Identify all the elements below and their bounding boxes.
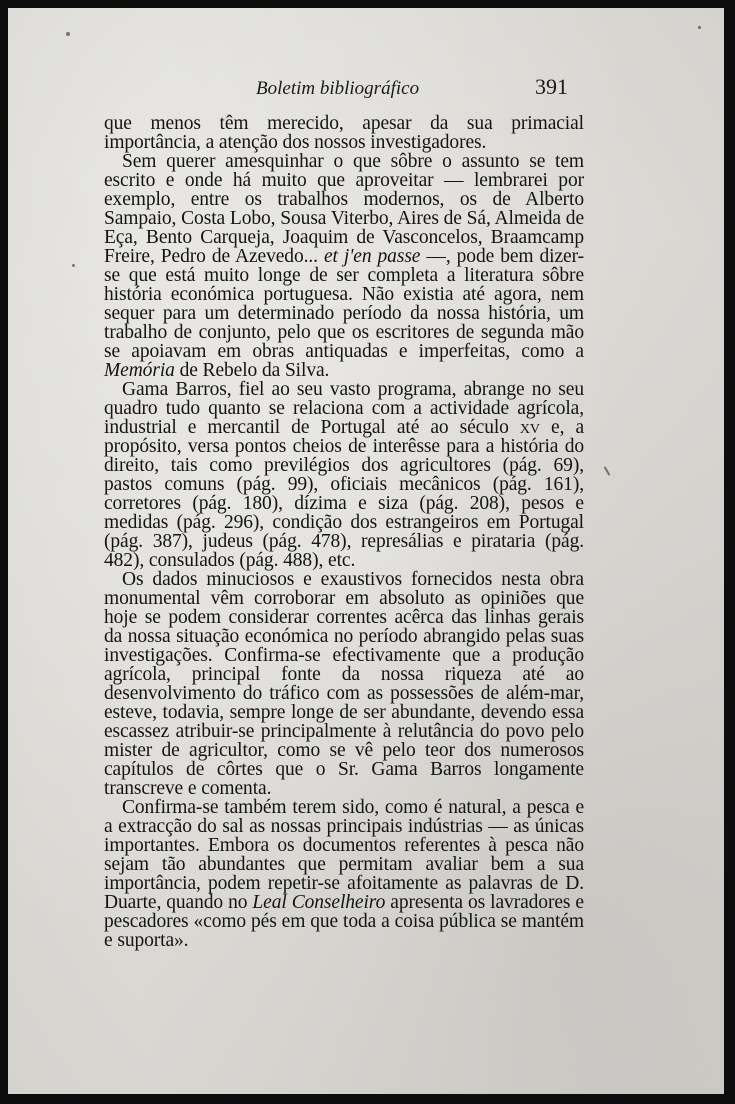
text-fragment: Os dados minuciosos e exaustivos fornecidos nesta obra monumental vêm corroborar em absoluto as opiniões que hoje se podem considerar correntes acêrca das linhas gerais da nossa situação económica no período abrangido pelas suas investigações. Confirma-se efectivamente que a produção agrícola, principal fonte da nossa riqueza até ao desenvolvimento do tráfico com as possessões de além-mar, esteve, todavia, sempre longe de ser abundante, devendo essa escassez atribuir-se principalmente à relutância do povo pelo mister de agricultor, como se vê pelo teor dos numerosos capítulos de côrtes que o Sr. Gama Barros longamente transcreve e comenta. [104,569,584,799]
page-header [8,70,724,110]
text-fragment: e, a propósito, versa pontos cheios de interêsse para a história do direito, tais como previlégios dos agricultores (pág. 69), pastos comuns (pág. 99), oficiais mecânicos (pág. 161), corretores (pág. 180), dízima e siza (pág. 208), pesos e medidas (pág. 296), condição dos estrangeiros em Portugal (pág. 387), judeus (pág. 478), represálias e pirataria (pág. 482), consulados (pág. 488), etc. [104,417,584,571]
text-fragment: xv [519,417,540,438]
text-fragment: Sem querer amesquinhar o que sôbre o assunto se tem escrito e onde há muito que aproveitar — lembrarei por exemplo, entre os trabalhos modernos, os de Alberto Sampaio, Costa Lobo, Sousa Viterbo, Aires de Sá, Almeida de Eça, Bento Carqueja, Joaquim de Vasconcelos, Braamcamp Freire, Pedro de Azevedo... [104,151,584,267]
scanned-page [8,8,724,1094]
running-title: Boletim bibliográfico [256,78,420,99]
paragraph-p5 [104,798,584,950]
text-fragment: que menos têm merecido, apesar da sua primacial importância, a atenção dos nossos investigadores. [104,113,584,153]
text-fragment: Leal Conselheiro [252,892,386,913]
scan-speck [698,26,701,29]
paragraph-p4 [104,570,584,798]
paragraph-p1 [104,114,584,152]
scan-speck [604,466,611,476]
scan-speck [72,264,75,267]
text-fragment: de Rebelo da Silva. [174,360,330,381]
text-fragment: —, pode bem dizer-se que está muito longe de ser completa a literatura sôbre história económica portuguesa. Não existia até agora, nem sequer para um determinado período da nossa história, um trabalho de conjunto, pelo que os escritores de segunda mão se apoiavam em obras antiquadas e imperfeitas, como a [104,246,584,362]
text-fragment: Confirma-se também terem sido, como é natural, a pesca e a extracção do sal as nossas principais indústrias — as únicas importantes. Embora os documentos referentes à pesca não sejam tão abundantes que permitam avaliar bem a sua importância, podem repetir-se afoitamente as palavras de D. Duarte, quando no [104,797,584,913]
paragraph-p2 [104,152,584,380]
scan-speck [66,32,70,36]
text-fragment: Memória [104,360,175,381]
body-text [104,114,584,950]
text-fragment: apresenta os lavradores e pescadores «como pés em que toda a coisa pública se mantém e suporta». [104,892,584,951]
text-fragment: Gama Barros, fiel ao seu vasto programa, abrange no seu quadro tudo quanto se relaciona com a actividade agrícola, industrial e mercantil de Portugal até ao século [104,379,584,438]
paragraph-p3 [104,380,584,570]
page-number: 391 [535,74,568,99]
text-fragment: et j'en passe [323,246,421,267]
